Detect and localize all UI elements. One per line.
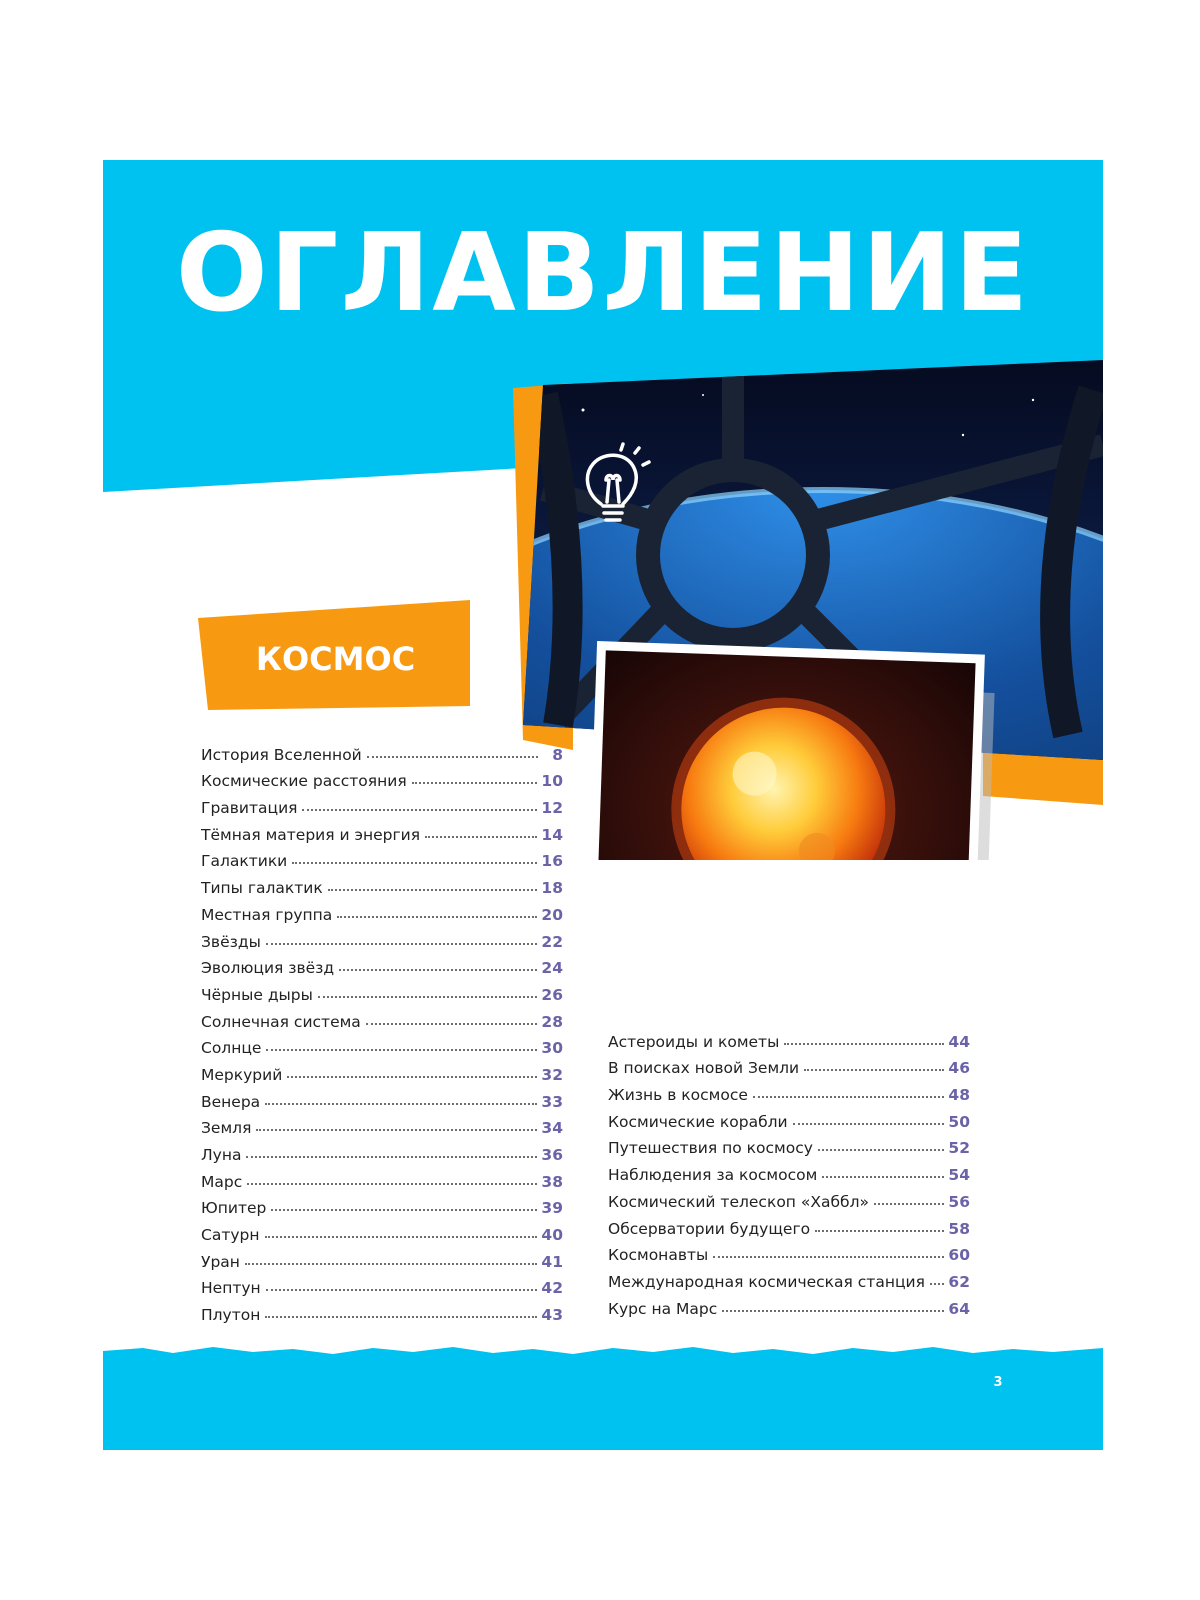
toc-entry-page: 34 [541,1119,563,1138]
toc-entry-title: Гравитация [201,799,298,818]
toc-entry[interactable] [608,1184,970,1211]
toc-entry[interactable] [201,1244,563,1271]
section-label: КОСМОС [255,640,416,678]
dot-leader [366,1023,538,1025]
toc-entry[interactable] [608,1264,970,1291]
toc-entry-page: 54 [948,1166,970,1185]
toc-entry-title: Юпитер [201,1199,267,1218]
toc-entry[interactable] [201,1084,563,1111]
toc-entry-page: 42 [541,1279,563,1298]
toc-entry-page: 16 [541,852,563,871]
dot-leader [265,1316,537,1318]
toc-entry-page: 32 [541,1065,563,1084]
toc-entry-page: 46 [948,1059,970,1078]
toc-entry-title: Типы галактик [201,879,323,898]
toc-entry[interactable] [201,1297,563,1324]
toc-entry-title: Сатурн [201,1226,260,1245]
dot-leader [339,969,537,971]
dot-leader [266,1049,537,1051]
toc-entry-title: Уран [201,1252,240,1271]
toc-entry-title: Меркурий [201,1065,283,1084]
toc-entry-page: 48 [948,1086,970,1105]
toc-entry[interactable] [608,1104,970,1131]
toc-entry-page: 20 [541,905,563,924]
toc-entry[interactable] [608,1291,970,1318]
toc-entry-page: 56 [948,1192,970,1211]
toc-entry[interactable] [201,1031,563,1058]
dot-leader [292,862,537,864]
toc-entry[interactable] [201,977,563,1004]
toc-entry-page: 12 [541,799,563,818]
dot-leader [256,1129,537,1131]
toc-entry-title: Астероиды и кометы [608,1032,780,1051]
toc-entry[interactable] [608,1077,970,1104]
toc-entry-title: Солнечная система [201,1012,361,1031]
toc-entry-page: 36 [541,1146,563,1164]
dot-leader [265,1103,537,1105]
book-page [103,160,1103,1450]
dot-leader [302,809,537,811]
dot-leader [318,996,538,998]
toc-entry-page: 62 [948,1272,970,1291]
toc-entry-page: 18 [541,879,563,898]
toc-entry-page: 50 [948,1112,970,1131]
toc-entry-title: Солнце [201,1039,262,1058]
toc-entry-page: 64 [948,1299,970,1318]
toc-entry[interactable] [201,870,563,897]
toc-entry[interactable] [201,1004,563,1031]
dot-leader [822,1176,944,1178]
dot-leader [266,943,538,945]
toc-entry-page: 10 [541,772,563,791]
toc-entry-title: Чёрные дыры [201,985,313,1004]
toc-entry[interactable] [201,1137,563,1164]
dot-leader [247,1183,537,1185]
dot-leader [804,1069,944,1071]
toc-entry[interactable] [201,790,563,817]
dot-leader [425,836,537,838]
toc-entry[interactable] [608,1211,970,1238]
dot-leader [287,1076,537,1078]
dot-leader [815,1230,944,1232]
toc-entry-title: Тёмная материя и энергия [201,825,421,844]
toc-entry-title: Плутон [201,1306,261,1325]
toc-entry[interactable] [608,1051,970,1078]
toc-entry-page: 44 [948,1032,970,1051]
dot-leader [328,889,538,891]
toc-entry[interactable] [608,1131,970,1158]
toc-entry-page: 28 [541,1012,563,1031]
toc-entry-page: 30 [541,1039,563,1058]
dot-leader [753,1096,945,1098]
toc-entry-title: Международная космическая станция [608,1272,925,1291]
toc-entry-page: 43 [541,1306,563,1325]
toc-entry-title: Космический телескоп «Хаббл» [608,1192,869,1211]
lightbulb-icon [573,436,668,536]
toc-entry-title: Галактики [201,852,288,871]
toc-entry-page: 41 [541,1252,563,1271]
toc-entry[interactable] [201,817,563,844]
dot-leader [412,782,538,784]
toc-entry-page: 14 [541,825,563,844]
toc-entry-page: 40 [541,1226,563,1245]
toc-entry[interactable] [608,1157,970,1184]
dot-leader [245,1263,538,1265]
toc-entry-title: Обсерватории будущего [608,1219,811,1238]
page-title: ОГЛАВЛЕНИЕ [175,211,1031,336]
toc-entry-title: Земля [201,1119,252,1138]
toc-list-right [608,1024,970,1318]
toc-entry-title: Венера [201,1092,261,1111]
dot-leader [713,1256,944,1258]
page-number: 3 [993,1375,1003,1390]
dot-leader [265,1236,538,1238]
toc-entry[interactable] [201,897,563,924]
toc-entry-page: 33 [541,1092,563,1111]
dot-leader [271,1209,537,1211]
toc-entry-title: Путешествия по космосу [608,1139,813,1158]
toc-list-left [201,737,563,1324]
footer-band [103,1345,1103,1450]
toc-entry[interactable] [201,764,563,791]
dot-leader [722,1310,944,1312]
dot-leader [874,1203,944,1205]
toc-entry[interactable] [201,1111,563,1138]
toc-entry[interactable] [201,951,563,978]
toc-entry[interactable] [608,1238,970,1265]
toc-entry[interactable] [201,1191,563,1218]
dot-leader [784,1043,944,1045]
toc-entry-page: 24 [541,959,563,978]
dot-leader [337,916,537,918]
dot-leader [266,1289,538,1291]
toc-entry[interactable] [201,1057,563,1084]
toc-entry[interactable] [608,1024,970,1051]
dot-leader [246,1156,537,1158]
toc-entry-title: Луна [201,1146,242,1164]
toc-entry-page: 39 [541,1199,563,1218]
dot-leader [793,1123,945,1125]
toc-entry[interactable] [201,924,563,951]
toc-entry-title: Космические расстояния [201,772,407,791]
toc-entry-title: Звёзды [201,932,261,951]
toc-entry[interactable] [201,844,563,871]
dot-leader [930,1283,945,1285]
toc-entry-title: История Вселенной [201,745,362,764]
toc-entry[interactable] [201,1217,563,1244]
toc-entry-page: 60 [948,1246,970,1265]
toc-entry-title: Жизнь в космосе [608,1086,748,1105]
toc-entry-title: Эволюция звёзд [201,959,335,978]
toc-entry-title: Космонавты [608,1246,709,1265]
toc-entry-page: 22 [541,932,563,951]
toc-entry-page: 52 [948,1139,970,1158]
toc-entry-title: Местная группа [201,905,333,924]
toc-entry-page: 8 [552,745,563,764]
toc-entry-title: В поисках новой Земли [608,1059,800,1078]
toc-entry[interactable] [201,1164,563,1191]
toc-entry-page: 38 [541,1172,563,1191]
toc-entry-title: Космические корабли [608,1112,788,1131]
dot-leader [818,1149,945,1151]
toc-entry-title: Нептун [201,1279,261,1298]
dot-leader [367,756,538,758]
toc-entry-title: Наблюдения за космосом [608,1166,818,1185]
toc-entry-title: Курс на Марс [608,1299,718,1318]
toc-entry-page: 58 [948,1219,970,1238]
toc-entry-page: 26 [541,985,563,1004]
toc-entry[interactable] [201,737,563,764]
toc-entry-title: Марс [201,1172,243,1191]
toc-entry[interactable] [201,1271,563,1298]
